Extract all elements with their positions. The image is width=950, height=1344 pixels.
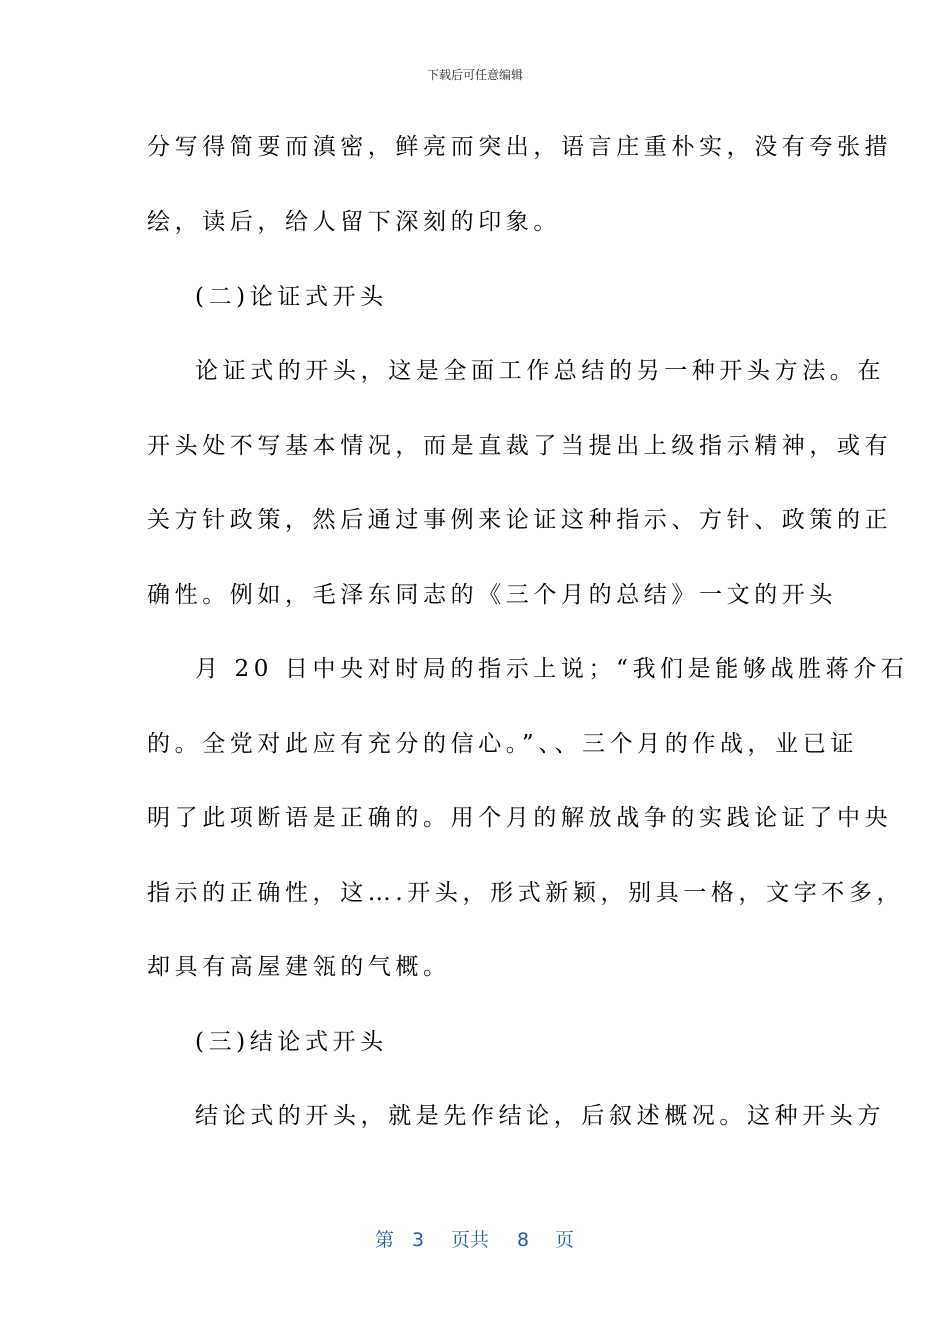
body-line: 论证式的开头，这是全面工作总结的另一种开头方法。在 [195, 358, 885, 384]
body-line: 分写得简要而滇密，鲜亮而突出，语言庄重朴实，没有夸张措 [147, 134, 893, 160]
body-line: 的。全党对此应有充分的信心。”、、三个月的作战，业已证 [147, 731, 858, 757]
body-line: 月 20 日中央对时局的指示上说；“我们是能够战胜蒋介石 [195, 656, 909, 682]
body-line: 关方针政策，然后通过事例来论证这种指示、方针、政策的正 [147, 507, 893, 533]
section-heading: (二)论证式开头 [195, 284, 388, 310]
footer-current-page: 3 [412, 1229, 425, 1251]
body-line: 结论式的开头，就是先作结论，后叙述概况。这种开头方 [195, 1103, 885, 1129]
body-line: 确性。例如，毛泽东同志的《三个月的总结》一文的开头 [147, 582, 837, 608]
body-line: 绘，读后，给人留下深刻的印象。 [147, 209, 561, 235]
footer-label-di: 第 [375, 1229, 395, 1251]
body-line: 却具有高屋建瓴的气概。 [147, 954, 451, 980]
body-line: 指示的正确性，这….开头，形式新颖，别具一格，文字不多， [147, 880, 905, 906]
footer-label-ye: 页 [555, 1229, 575, 1251]
body-line: 开头处不写基本情况，而是直裁了当提出上级指示精神，或有 [147, 433, 893, 459]
body-line: 明了此项断语是正确的。用个月的解放战争的实践论证了中央 [147, 805, 893, 831]
header-note: 下载后可任意编辑 [426, 68, 523, 82]
section-heading: (三)结论式开头 [195, 1029, 388, 1055]
page-footer [0, 1227, 950, 1253]
footer-label-ye-gong: 页共 [451, 1229, 490, 1251]
footer-total-pages: 8 [517, 1229, 530, 1251]
